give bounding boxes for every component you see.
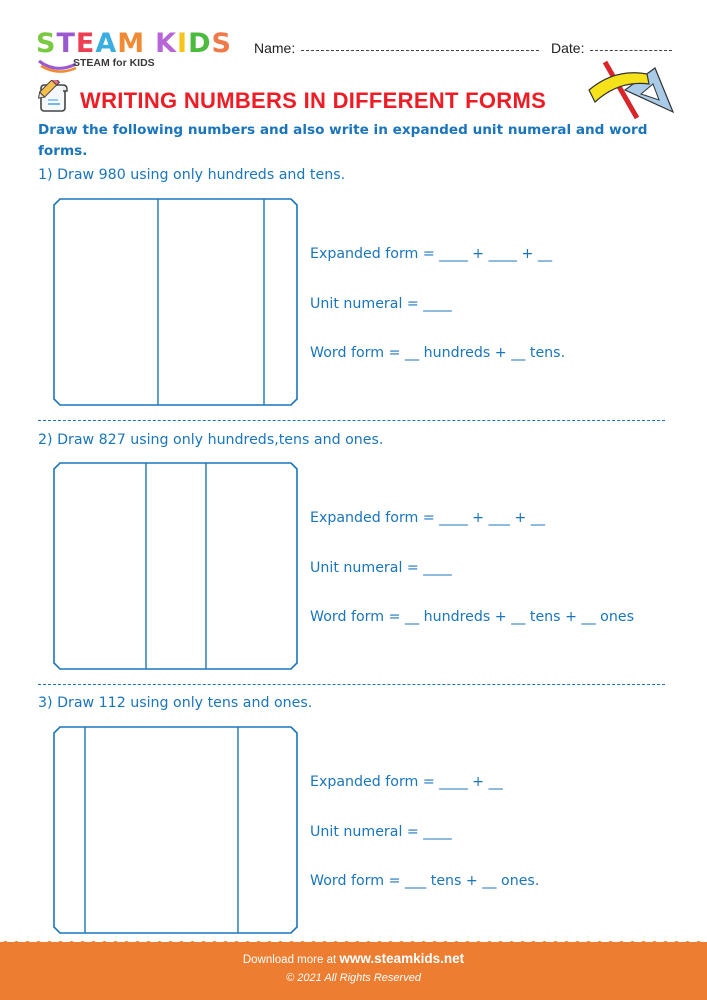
question-1-expanded-form[interactable]: Expanded form = ____ + ____ + __ bbox=[310, 246, 553, 262]
footer-copyright: © 2021 All Rights Reserved bbox=[286, 972, 421, 984]
instructions: Draw the following numbers and also write in expanded unit numeral and word forms. bbox=[38, 122, 648, 159]
question-2-label: 2) Draw 827 using only hundreds,tens and ones. bbox=[38, 432, 384, 448]
question-3-unit-numeral[interactable]: Unit numeral = ____ bbox=[310, 824, 452, 840]
question-1-label: 1) Draw 980 using only hundreds and tens. bbox=[38, 167, 346, 183]
section-divider bbox=[38, 420, 665, 421]
name-line[interactable] bbox=[301, 49, 539, 51]
date-label: Date: bbox=[551, 40, 585, 56]
date-line[interactable] bbox=[590, 49, 672, 51]
question-1-word-form[interactable]: Word form = __ hundreds + __ tens. bbox=[310, 345, 566, 361]
logo-letter: E bbox=[75, 28, 96, 59]
question-2-unit-numeral[interactable]: Unit numeral = ____ bbox=[310, 560, 452, 576]
name-label: Name: bbox=[254, 40, 296, 56]
logo-letter: A bbox=[95, 28, 118, 59]
logo-letter: S bbox=[211, 28, 232, 59]
logo-letter: T bbox=[56, 28, 76, 59]
question-3-expanded-form[interactable]: Expanded form = ____ + __ bbox=[310, 774, 503, 790]
footer-download-text bbox=[0, 951, 707, 966]
logo-swoosh-icon bbox=[38, 58, 78, 74]
footer-download-prefix: Download more at bbox=[242, 954, 337, 966]
steam-kids-logo bbox=[36, 30, 236, 74]
question-2-expanded-form[interactable]: Expanded form = ____ + ___ + __ bbox=[310, 510, 545, 526]
ruler-triangle-icon bbox=[585, 60, 677, 120]
question-1-unit-numeral[interactable]: Unit numeral = ____ bbox=[310, 296, 452, 312]
question-1-drawing-box[interactable] bbox=[53, 198, 298, 406]
logo-letter: M bbox=[117, 28, 146, 59]
writing-paper-icon bbox=[34, 80, 72, 114]
logo-wordmark bbox=[36, 30, 232, 58]
worksheet-title: WRITING NUMBERS IN DIFFERENT FORMS bbox=[80, 88, 547, 113]
footer-website-link[interactable]: www.steamkids.net bbox=[339, 951, 465, 966]
logo-letter: K bbox=[155, 28, 178, 59]
logo-subtitle: STEAM for KIDS bbox=[73, 57, 155, 69]
logo-letter: I bbox=[177, 28, 189, 59]
question-2-drawing-box[interactable] bbox=[53, 462, 298, 670]
question-3-drawing-box[interactable] bbox=[53, 726, 298, 934]
date-field[interactable] bbox=[551, 40, 672, 56]
logo-letter: D bbox=[188, 28, 212, 59]
question-2-word-form[interactable]: Word form = __ hundreds + __ tens + __ ones bbox=[310, 609, 634, 625]
name-field[interactable] bbox=[254, 40, 539, 56]
question-3-label: 3) Draw 112 using only tens and ones. bbox=[38, 695, 313, 711]
question-3-word-form[interactable]: Word form = ___ tens + __ ones. bbox=[310, 873, 540, 889]
section-divider bbox=[38, 684, 665, 685]
logo-letter: S bbox=[36, 28, 57, 59]
